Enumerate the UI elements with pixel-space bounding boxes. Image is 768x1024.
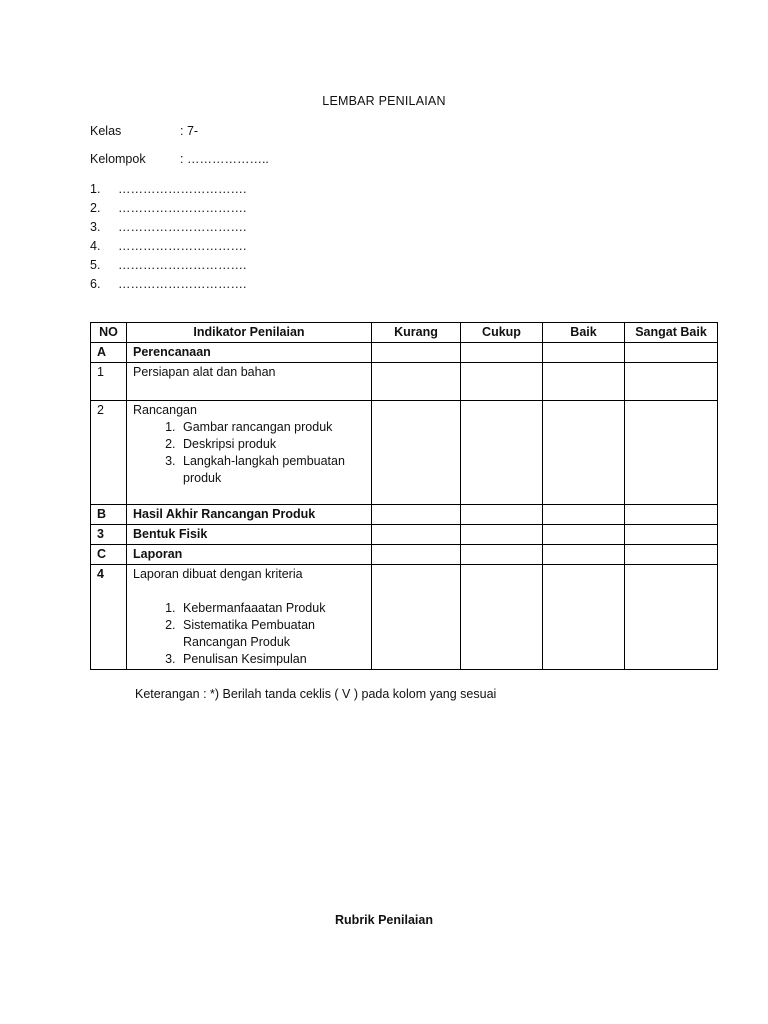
check-cell-kurang[interactable] (372, 343, 461, 363)
member-item: 4. …………………………. (90, 239, 247, 253)
check-cell-sangat-baik[interactable] (625, 363, 718, 401)
criteria-list (133, 600, 365, 668)
check-cell-cukup[interactable] (461, 545, 543, 565)
kelompok-label: Kelompok (90, 152, 146, 166)
check-cell-kurang[interactable] (372, 363, 461, 401)
member-item: 1. …………………………. (90, 182, 247, 196)
table-row (91, 401, 718, 505)
check-cell-baik[interactable] (543, 343, 625, 363)
row-indikator: Persiapan alat dan bahan (127, 363, 372, 401)
row-no: 4 (91, 565, 127, 670)
row-title: Rancangan (133, 403, 197, 417)
row-no: 1 (91, 363, 127, 401)
row-title: Laporan dibuat dengan kriteria (133, 567, 303, 581)
kelompok-value: : ……………….. (180, 152, 269, 166)
check-cell-sangat-baik[interactable] (625, 505, 718, 525)
check-cell-kurang[interactable] (372, 525, 461, 545)
header-kurang: Kurang (372, 323, 461, 343)
header-indikator: Indikator Penilaian (127, 323, 372, 343)
criteria-item: 1. Kebermanfaaatan Produk (179, 600, 365, 617)
member-item: 5. …………………………. (90, 258, 247, 272)
criteria-list (133, 419, 365, 487)
member-list (90, 180, 246, 294)
table-header-row (91, 323, 718, 343)
kelompok-field (90, 152, 269, 166)
header-sangat-baik: Sangat Baik (625, 323, 718, 343)
rubrik-heading: Rubrik Penilaian (335, 913, 433, 927)
criteria-item: 2. Sistematika Pembuatan Rancangan Produk (179, 617, 365, 651)
page-title: LEMBAR PENILAIAN (322, 94, 446, 108)
check-cell-baik[interactable] (543, 545, 625, 565)
row-no: C (91, 545, 127, 565)
check-cell-baik[interactable] (543, 525, 625, 545)
kelas-label: Kelas (90, 124, 122, 138)
check-cell-baik[interactable] (543, 363, 625, 401)
criteria-item: 3. Penulisan Kesimpulan (179, 651, 365, 668)
table-row (91, 525, 718, 545)
check-cell-sangat-baik[interactable] (625, 343, 718, 363)
row-indikator: Perencanaan (127, 343, 372, 363)
check-cell-cukup[interactable] (461, 401, 543, 505)
check-cell-kurang[interactable] (372, 545, 461, 565)
table-row (91, 505, 718, 525)
member-item: 6. …………………………. (90, 277, 247, 291)
check-cell-kurang[interactable] (372, 565, 461, 670)
row-indikator: Laporan (127, 545, 372, 565)
table-row (91, 565, 718, 670)
assessment-table (90, 322, 718, 670)
row-no: 3 (91, 525, 127, 545)
check-cell-cukup[interactable] (461, 363, 543, 401)
header-cukup: Cukup (461, 323, 543, 343)
check-cell-baik[interactable] (543, 401, 625, 505)
instruction-note: Keterangan : *) Berilah tanda ceklis ( V ) pada kolom yang sesuai (135, 687, 497, 701)
criteria-item: 2. Deskripsi produk (179, 436, 365, 453)
kelas-field (90, 124, 198, 138)
check-cell-sangat-baik[interactable] (625, 565, 718, 670)
check-cell-sangat-baik[interactable] (625, 545, 718, 565)
check-cell-cukup[interactable] (461, 505, 543, 525)
row-indikator (127, 565, 372, 670)
row-no: A (91, 343, 127, 363)
member-item: 2. …………………………. (90, 201, 247, 215)
table-row (91, 545, 718, 565)
kelas-value: : 7- (180, 124, 199, 138)
criteria-item: 3. Langkah-langkah pembuatan produk (179, 453, 365, 487)
check-cell-kurang[interactable] (372, 401, 461, 505)
row-no: 2 (91, 401, 127, 505)
check-cell-baik[interactable] (543, 565, 625, 670)
member-item: 3. …………………………. (90, 220, 247, 234)
header-no: NO (91, 323, 127, 343)
header-baik: Baik (543, 323, 625, 343)
check-cell-cukup[interactable] (461, 343, 543, 363)
row-indikator: Bentuk Fisik (127, 525, 372, 545)
check-cell-kurang[interactable] (372, 505, 461, 525)
check-cell-cukup[interactable] (461, 565, 543, 670)
criteria-item: 1. Gambar rancangan produk (179, 419, 365, 436)
row-indikator: Hasil Akhir Rancangan Produk (127, 505, 372, 525)
check-cell-cukup[interactable] (461, 525, 543, 545)
check-cell-baik[interactable] (543, 505, 625, 525)
check-cell-sangat-baik[interactable] (625, 401, 718, 505)
table-row (91, 363, 718, 401)
row-indikator (127, 401, 372, 505)
table-row (91, 343, 718, 363)
row-no: B (91, 505, 127, 525)
check-cell-sangat-baik[interactable] (625, 525, 718, 545)
